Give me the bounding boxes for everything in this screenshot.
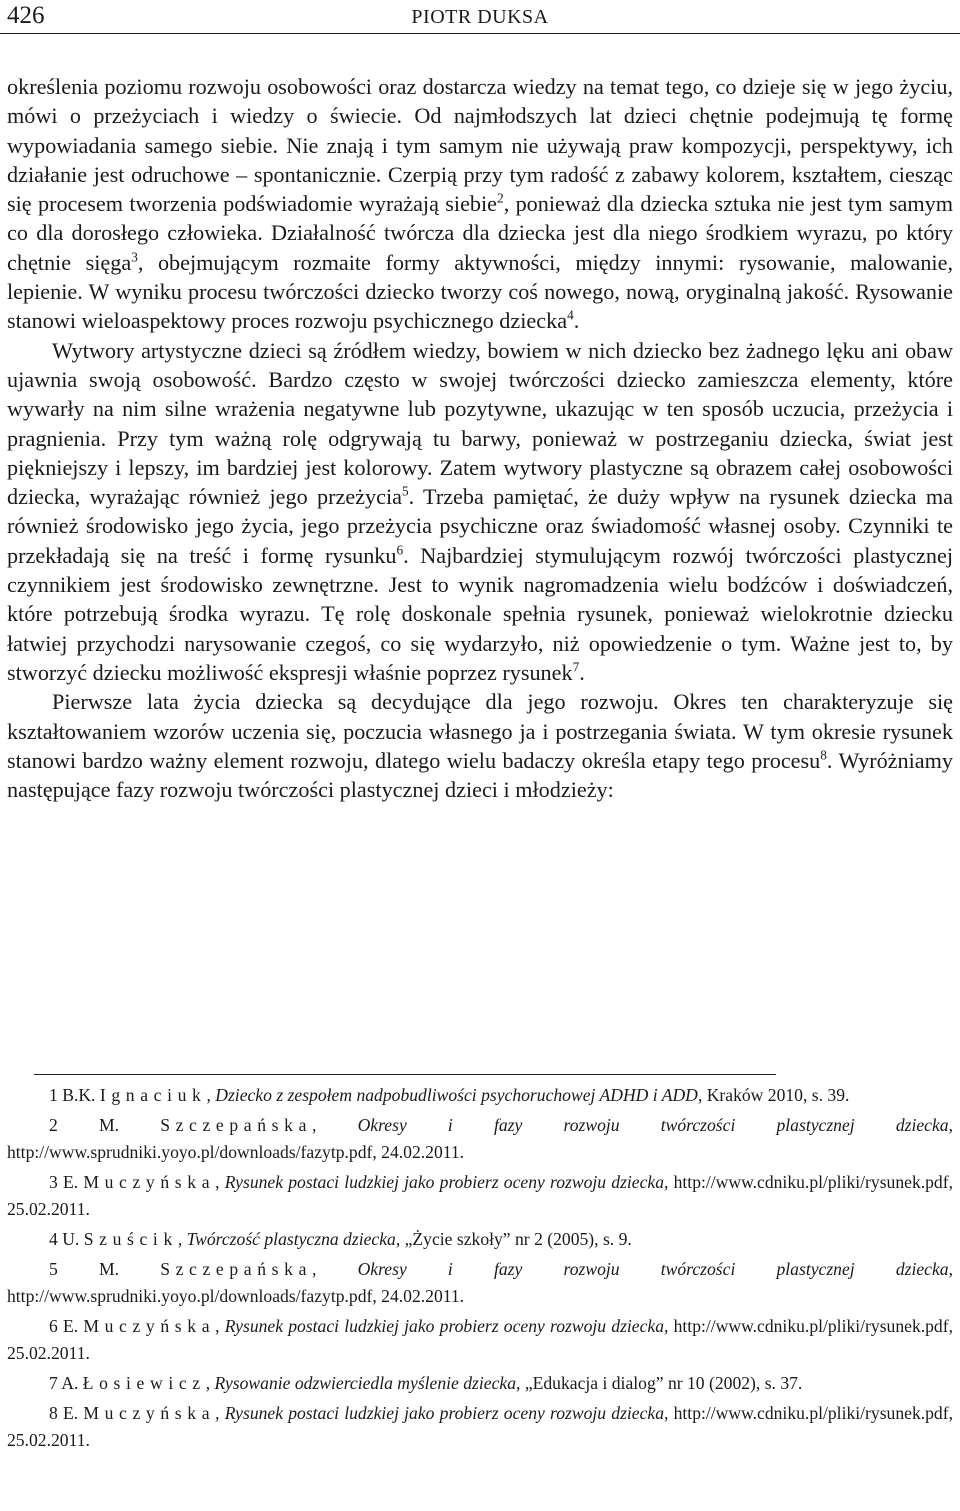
footnote-reference[interactable]: 2	[497, 190, 504, 206]
body-paragraph	[7, 687, 953, 804]
paragraph-text: , obejmującym rozmaite formy aktywności, między innymi: rysowanie, malowanie, lepienie. W wyniku procesu twórczości dziecko tworzy coś nowego, nową, oryginalną jakość. Rysowanie stanowi wieloaspektowy proces rozwoju psychicznego dziecka	[7, 249, 953, 334]
footnote-author-initials: E.	[63, 1403, 84, 1424]
footnote-title: Okresy i fazy rozwoju twórczości plastycznej dziecka	[357, 1115, 949, 1136]
body-text	[7, 72, 953, 804]
footnote-title: Dziecko z zespołem nadpobudliwości psychoruchowej ADHD i ADD,	[215, 1085, 703, 1105]
body-paragraph	[7, 72, 953, 336]
footnote-author-surname: Muczyńska	[83, 1316, 216, 1337]
paragraph-text: określenia poziomu rozwoju osobowości oraz dostarcza wiedzy na temat tego, co dzieje się w jego życiu, mówi o przeżyciach i wiedzy o świecie. Od najmłodszych lat dzieci chętnie podejmują tę formę wypowiadania samego siebie. Nie znają i tym samym nie używają praw kompozycji, perspektywy, ich działanie jest odruchowe – spontanicznie. Czerpią przy tym radość z zabawy kolorem, kształtem, ciesząc się procesem tworzenia podświadomie wyrażają siebie	[7, 74, 953, 217]
footnote-author-initials: B.K.	[62, 1085, 100, 1105]
footnote-reference[interactable]: 6	[396, 542, 404, 558]
paragraph-text: Pierwsze lata życia dziecka są decydujące dla jego rozwoju. Okres ten charakteryzuje się kształtowaniem wzorów uczenia się, poczucia własnego ja i postrzegania świata. W tym okresie rysunek stanowi bardzo ważny element rozwoju, dlatego wielu badaczy określa etapy tego procesu	[7, 689, 953, 773]
paragraph-text: Wytwory artystyczne dzieci są źródłem wiedzy, bowiem w nich dziecko bez żadnego lęku ani obaw ujawnia swoją osobowość. Bardzo często w swojej twórczości dziecko zamieszcza elementy, które wywarły na nim silne wrażenia negatywne lub pozytywne, ukazując w ten sposób uczucia, przeżycia i pragnienia. Przy tym ważną rolę odgrywają tu barwy, ponieważ w postrzeganiu dziecka, świat jest piękniejszy i lepszy, im bardziej jest kolorowy. Zatem wytwory plastyczne są obrazem całej osobowości dziecka, wyrażając również jego przeżycia	[7, 337, 953, 510]
paragraph-text: . Trzeba pamiętać, że duży wpływ na rysunek dziecka ma również środowisko jego życia, jego przeżycia psychiczne oraz świadomość własnej osoby. Czynniki te przekładają się na treść i formę rysunku	[7, 484, 953, 568]
footnote-separator-text: ,	[215, 1172, 225, 1193]
footnote-title: Okresy i fazy rozwoju twórczości plastycznej dziecka	[357, 1259, 949, 1280]
footnote-title: Rysunek postaci ludzkiej jako probierz oceny rozwoju dziecka	[224, 1172, 665, 1193]
footnote-author-surname: Muczyńska	[83, 1172, 216, 1193]
paragraph-text: .	[573, 308, 580, 334]
footnote-author-surname: Szczepańska	[160, 1115, 313, 1136]
footnote-separator-text: ,	[205, 1373, 215, 1394]
footnote-reference[interactable]: 5	[401, 483, 409, 499]
footnote-details: , http://www.sprudniki.yoyo.pl/downloads/fazytp.pdf, 24.02.2011.	[7, 1259, 954, 1306]
footnote-author-surname: Muczyńska	[83, 1403, 216, 1424]
page-header	[0, 0, 960, 34]
footnote-title: Twórczość plastyczna dziecka	[186, 1229, 396, 1250]
footnote-title: Rysunek postaci ludzkiej jako probierz oceny rozwoju dziecka	[224, 1403, 665, 1424]
footnote	[7, 1082, 953, 1109]
footnote-number: 2	[49, 1115, 99, 1136]
footnote-number: 5	[49, 1259, 99, 1280]
footnote-author-initials: E.	[63, 1172, 84, 1193]
header-rule	[0, 33, 960, 34]
footnote-reference[interactable]: 8	[820, 747, 827, 763]
footnote-author-initials: M.	[98, 1115, 161, 1136]
paragraph-text: . Wyróżniamy następujące fazy rozwoju twórczości plastycznej dzieci i młodzieży:	[7, 747, 953, 803]
footnote-separator-text: ,	[312, 1259, 358, 1280]
footnote	[7, 1256, 953, 1309]
footnote-separator-text: ,	[215, 1316, 225, 1337]
footnote-separator-text: ,	[215, 1403, 225, 1424]
footnote	[7, 1112, 953, 1165]
footnote-author-surname: Szczepańska	[160, 1259, 313, 1280]
footnote-title: Rysunek postaci ludzkiej jako probierz oceny rozwoju dziecka	[224, 1316, 665, 1337]
running-head: PIOTR DUKSA	[411, 6, 549, 28]
paragraph-text: . Najbardziej stymulującym rozwój twórczości plastycznej czynnikiem jest środowisko zewnętrzne. Jest to wynik nagromadzenia wielu bodźców i doświadczeń, które potrzebują środka wyrazu. Tę rolę doskonale spełnia rysunek, ponieważ wielokrotnie dziecku łatwiej przychodzi narysowanie czegoś, co się wydarzyło, niż opowiedzenie o tym. Ważne jest to, by stworzyć dziecku możliwość ekspresji właśnie poprzez rysunek	[7, 542, 954, 685]
footnote-details: , „Edukacja i dialog” nr 10 (2002), s. 37.	[516, 1373, 803, 1394]
footnote-author-initials: A.	[61, 1373, 83, 1394]
footnote-separator	[34, 1074, 776, 1075]
footnote	[7, 1226, 953, 1253]
footnote-reference[interactable]: 4	[567, 307, 574, 323]
footnote-author-surname: Ignaciuk	[99, 1085, 207, 1105]
footnote-details: , „Życie szkoły” nr 2 (2005), s. 9.	[395, 1229, 632, 1250]
footnote-details: , http://www.cdniku.pl/pliki/rysunek.pdf, 25.02.2011.	[7, 1172, 953, 1219]
footnote-author-initials: E.	[63, 1316, 84, 1337]
footnote	[7, 1370, 953, 1397]
paragraph-text: , ponieważ dla dziecka sztuka nie jest tym samym co dla dorosłego człowieka. Działalność twórcza dla dziecka jest dla niego środkiem wyrazu, po który chętnie sięga	[7, 191, 953, 275]
footnote-details: , http://www.cdniku.pl/pliki/rysunek.pdf, 25.02.2011.	[7, 1316, 953, 1363]
footnote-number: 3	[49, 1172, 63, 1193]
footnote-author-surname: Łosiewicz	[82, 1373, 206, 1394]
footnote	[7, 1169, 953, 1222]
footnotes	[7, 1082, 953, 1457]
footnote-author-initials: U.	[62, 1229, 84, 1250]
footnote-title: Rysowanie odzwierciedla myślenie dziecka	[214, 1373, 517, 1394]
footnote-number: 8	[49, 1403, 63, 1424]
footnote-details: Kraków 2010, s. 39.	[702, 1085, 850, 1105]
footnote-reference[interactable]: 7	[572, 659, 580, 675]
footnote-number: 4	[49, 1229, 63, 1250]
page-number: 426	[7, 2, 45, 29]
paragraph-text: .	[579, 659, 585, 685]
footnote-separator-text: ,	[177, 1229, 187, 1250]
footnote-number: 7	[49, 1373, 62, 1394]
body-paragraph	[7, 336, 953, 688]
footnote-separator-text: ,	[312, 1115, 358, 1136]
footnote-number: 1	[49, 1085, 63, 1105]
footnote-reference[interactable]: 3	[131, 249, 138, 265]
footnote-author-initials: M.	[98, 1259, 161, 1280]
footnote-details: , http://www.cdniku.pl/pliki/rysunek.pdf, 25.02.2011.	[7, 1403, 953, 1450]
footnote	[7, 1313, 953, 1366]
footnote-author-surname: Szuścik	[83, 1229, 178, 1250]
footnote-number: 6	[49, 1316, 63, 1337]
footnote-separator-text: ,	[206, 1085, 216, 1105]
footnote	[7, 1400, 953, 1453]
footnote-details: , http://www.sprudniki.yoyo.pl/downloads/fazytp.pdf, 24.02.2011.	[7, 1115, 954, 1162]
